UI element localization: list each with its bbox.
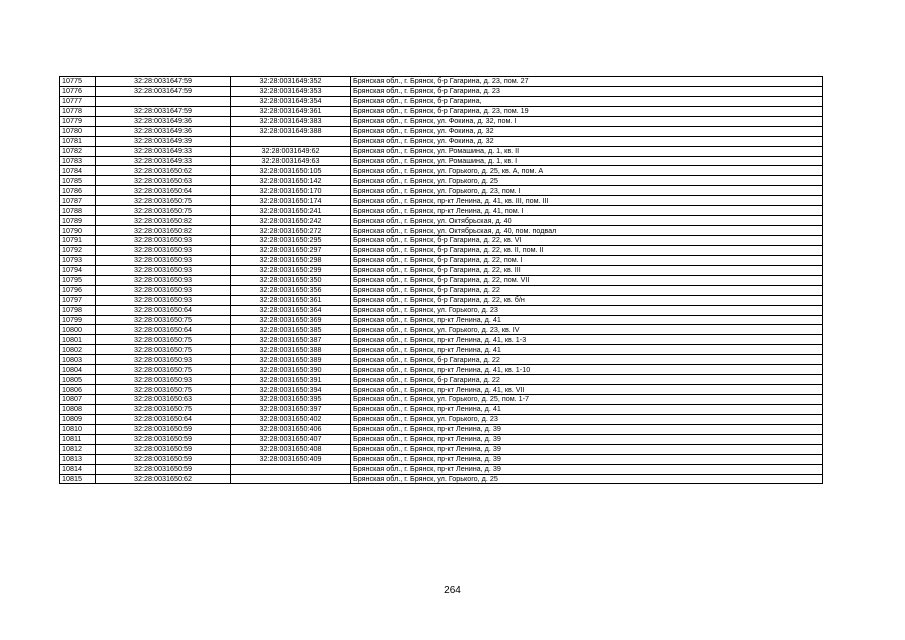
address-cell: Брянская обл., г. Брянск, пр-кт Ленина, д. 39 xyxy=(351,444,823,454)
object-cadastral-number-cell: 32:28:0031650:142 xyxy=(231,176,351,186)
address-cell: Брянская обл., г. Брянск, пр-кт Ленина, д. 41 xyxy=(351,315,823,325)
row-number-cell: 10778 xyxy=(60,106,96,116)
object-cadastral-number-cell: 32:28:0031650:385 xyxy=(231,325,351,335)
address-cell: Брянская обл., г. Брянск, ул. Горького, д. 23, кв. IV xyxy=(351,325,823,335)
table-row xyxy=(60,345,823,355)
row-number-cell: 10777 xyxy=(60,96,96,106)
table-row xyxy=(60,355,823,365)
table-row xyxy=(60,136,823,146)
land-cadastral-number-cell: 32:28:0031650:59 xyxy=(96,434,231,444)
table-row xyxy=(60,226,823,236)
row-number-cell: 10814 xyxy=(60,464,96,474)
address-cell: Брянская обл., г. Брянск, пр-кт Ленина, д. 41, кв. VII xyxy=(351,385,823,395)
object-cadastral-number-cell xyxy=(231,464,351,474)
land-cadastral-number-cell: 32:28:0031650:93 xyxy=(96,245,231,255)
table-row xyxy=(60,146,823,156)
row-number-cell: 10795 xyxy=(60,275,96,285)
land-cadastral-number-cell: 32:28:0031650:93 xyxy=(96,375,231,385)
address-cell: Брянская обл., г. Брянск, пр-кт Ленина, д. 41, пом. I xyxy=(351,206,823,216)
row-number-cell: 10800 xyxy=(60,325,96,335)
table-row xyxy=(60,255,823,265)
row-number-cell: 10812 xyxy=(60,444,96,454)
land-cadastral-number-cell: 32:28:0031650:64 xyxy=(96,186,231,196)
address-cell: Брянская обл., г. Брянск, пр-кт Ленина, д. 41 xyxy=(351,345,823,355)
row-number-cell: 10786 xyxy=(60,186,96,196)
table-row xyxy=(60,166,823,176)
object-cadastral-number-cell: 32:28:0031650:409 xyxy=(231,454,351,464)
row-number-cell: 10794 xyxy=(60,265,96,275)
object-cadastral-number-cell: 32:28:0031650:170 xyxy=(231,186,351,196)
row-number-cell: 10785 xyxy=(60,176,96,186)
table-row xyxy=(60,474,823,484)
table-row xyxy=(60,295,823,305)
land-cadastral-number-cell: 32:28:0031647:59 xyxy=(96,86,231,96)
object-cadastral-number-cell: 32:28:0031650:299 xyxy=(231,265,351,275)
land-cadastral-number-cell: 32:28:0031650:93 xyxy=(96,265,231,275)
address-cell: Брянская обл., г. Брянск, пр-кт Ленина, д. 41 xyxy=(351,404,823,414)
row-number-cell: 10807 xyxy=(60,395,96,405)
address-cell: Брянская обл., г. Брянск, пр-кт Ленина, д. 39 xyxy=(351,464,823,474)
land-cadastral-number-cell: 32:28:0031650:82 xyxy=(96,216,231,226)
row-number-cell: 10780 xyxy=(60,126,96,136)
address-cell: Брянская обл., г. Брянск, ул. Ромашина, д. 1, кв. II xyxy=(351,146,823,156)
object-cadastral-number-cell: 32:28:0031649:388 xyxy=(231,126,351,136)
object-cadastral-number-cell: 32:28:0031650:389 xyxy=(231,355,351,365)
table-row xyxy=(60,196,823,206)
address-cell: Брянская обл., г. Брянск, ул. Ромашина, д. 1, кв. I xyxy=(351,156,823,166)
table-row xyxy=(60,265,823,275)
row-number-cell: 10789 xyxy=(60,216,96,226)
row-number-cell: 10805 xyxy=(60,375,96,385)
object-cadastral-number-cell: 32:28:0031650:361 xyxy=(231,295,351,305)
page-number: 264 xyxy=(444,585,461,596)
address-cell: Брянская обл., г. Брянск, б-р Гагарина, д. 22, кв. VI xyxy=(351,236,823,246)
land-cadastral-number-cell: 32:28:0031650:64 xyxy=(96,414,231,424)
object-cadastral-number-cell: 32:28:0031650:394 xyxy=(231,385,351,395)
address-cell: Брянская обл., г. Брянск, б-р Гагарина, д. 22 xyxy=(351,285,823,295)
table-row xyxy=(60,414,823,424)
row-number-cell: 10782 xyxy=(60,146,96,156)
land-cadastral-number-cell: 32:28:0031650:75 xyxy=(96,404,231,414)
address-cell: Брянская обл., г. Брянск, ул. Горького, д. 25, пом. 1-7 xyxy=(351,395,823,405)
table-row xyxy=(60,176,823,186)
address-cell: Брянская обл., г. Брянск, б-р Гагарина, д. 22 xyxy=(351,355,823,365)
object-cadastral-number-cell: 32:28:0031650:369 xyxy=(231,315,351,325)
object-cadastral-number-cell: 32:28:0031649:352 xyxy=(231,77,351,87)
address-cell: Брянская обл., г. Брянск, б-р Гагарина, д. 22, кв. II, пом. II xyxy=(351,245,823,255)
land-cadastral-number-cell: 32:28:0031649:36 xyxy=(96,126,231,136)
land-cadastral-number-cell: 32:28:0031647:59 xyxy=(96,77,231,87)
address-cell: Брянская обл., г. Брянск, ул. Горького, д. 25 xyxy=(351,474,823,484)
address-cell: Брянская обл., г. Брянск, б-р Гагарина, д. 23, пом. 19 xyxy=(351,106,823,116)
land-cadastral-number-cell: 32:28:0031650:93 xyxy=(96,355,231,365)
table-row xyxy=(60,186,823,196)
row-number-cell: 10793 xyxy=(60,255,96,265)
table-row xyxy=(60,86,823,96)
row-number-cell: 10813 xyxy=(60,454,96,464)
address-cell: Брянская обл., г. Брянск, ул. Фокина, д. 32, пом. I xyxy=(351,116,823,126)
land-cadastral-number-cell: 32:28:0031649:33 xyxy=(96,156,231,166)
table-row xyxy=(60,245,823,255)
object-cadastral-number-cell: 32:28:0031650:356 xyxy=(231,285,351,295)
object-cadastral-number-cell: 32:28:0031650:391 xyxy=(231,375,351,385)
row-number-cell: 10804 xyxy=(60,365,96,375)
registry-table-body xyxy=(60,77,823,484)
object-cadastral-number-cell xyxy=(231,474,351,484)
object-cadastral-number-cell: 32:28:0031650:364 xyxy=(231,305,351,315)
land-cadastral-number-cell: 32:28:0031650:75 xyxy=(96,365,231,375)
object-cadastral-number-cell xyxy=(231,136,351,146)
land-cadastral-number-cell: 32:28:0031650:75 xyxy=(96,315,231,325)
land-cadastral-number-cell: 32:28:0031650:59 xyxy=(96,454,231,464)
object-cadastral-number-cell: 32:28:0031650:298 xyxy=(231,255,351,265)
row-number-cell: 10775 xyxy=(60,77,96,87)
address-cell: Брянская обл., г. Брянск, б-р Гагарина, д. 22, пом. VII xyxy=(351,275,823,285)
table-row xyxy=(60,325,823,335)
table-row xyxy=(60,375,823,385)
address-cell: Брянская обл., г. Брянск, б-р Гагарина, д. 22, кв. III xyxy=(351,265,823,275)
row-number-cell: 10801 xyxy=(60,335,96,345)
object-cadastral-number-cell: 32:28:0031650:174 xyxy=(231,196,351,206)
land-cadastral-number-cell: 32:28:0031650:93 xyxy=(96,285,231,295)
address-cell: Брянская обл., г. Брянск, ул. Октябрьская, д. 40 xyxy=(351,216,823,226)
address-cell: Брянская обл., г. Брянск, пр-кт Ленина, д. 39 xyxy=(351,434,823,444)
object-cadastral-number-cell: 32:28:0031650:272 xyxy=(231,226,351,236)
land-cadastral-number-cell: 32:28:0031650:64 xyxy=(96,305,231,315)
address-cell: Брянская обл., г. Брянск, пр-кт Ленина, д. 39 xyxy=(351,454,823,464)
row-number-cell: 10779 xyxy=(60,116,96,126)
land-cadastral-number-cell: 32:28:0031650:63 xyxy=(96,176,231,186)
address-cell: Брянская обл., г. Брянск, пр-кт Ленина, д. 41, кв. 1-3 xyxy=(351,335,823,345)
object-cadastral-number-cell: 32:28:0031650:242 xyxy=(231,216,351,226)
land-cadastral-number-cell: 32:28:0031650:59 xyxy=(96,464,231,474)
row-number-cell: 10799 xyxy=(60,315,96,325)
address-cell: Брянская обл., г. Брянск, б-р Гагарина, д. 23, пом. 27 xyxy=(351,77,823,87)
row-number-cell: 10792 xyxy=(60,245,96,255)
land-cadastral-number-cell: 32:28:0031650:75 xyxy=(96,335,231,345)
land-cadastral-number-cell: 32:28:0031650:93 xyxy=(96,255,231,265)
address-cell: Брянская обл., г. Брянск, ул. Октябрьская, д. 40, пом. подвал xyxy=(351,226,823,236)
row-number-cell: 10809 xyxy=(60,414,96,424)
row-number-cell: 10790 xyxy=(60,226,96,236)
object-cadastral-number-cell: 32:28:0031650:297 xyxy=(231,245,351,255)
table-row xyxy=(60,96,823,106)
row-number-cell: 10797 xyxy=(60,295,96,305)
object-cadastral-number-cell: 32:28:0031649:62 xyxy=(231,146,351,156)
table-row xyxy=(60,236,823,246)
object-cadastral-number-cell: 32:28:0031650:241 xyxy=(231,206,351,216)
address-cell: Брянская обл., г. Брянск, ул. Горького, д. 25 xyxy=(351,176,823,186)
address-cell: Брянская обл., г. Брянск, б-р Гагарина, д. 22, пом. I xyxy=(351,255,823,265)
object-cadastral-number-cell: 32:28:0031650:390 xyxy=(231,365,351,375)
object-cadastral-number-cell: 32:28:0031650:395 xyxy=(231,395,351,405)
object-cadastral-number-cell: 32:28:0031650:350 xyxy=(231,275,351,285)
table-row xyxy=(60,315,823,325)
row-number-cell: 10811 xyxy=(60,434,96,444)
table-row xyxy=(60,424,823,434)
land-cadastral-number-cell: 32:28:0031650:93 xyxy=(96,236,231,246)
address-cell: Брянская обл., г. Брянск, б-р Гагарина, д. 22, кв. б/н xyxy=(351,295,823,305)
table-row xyxy=(60,305,823,315)
object-cadastral-number-cell: 32:28:0031650:406 xyxy=(231,424,351,434)
land-cadastral-number-cell: 32:28:0031650:63 xyxy=(96,395,231,405)
object-cadastral-number-cell: 32:28:0031650:387 xyxy=(231,335,351,345)
row-number-cell: 10781 xyxy=(60,136,96,146)
registry-table xyxy=(59,76,823,484)
address-cell: Брянская обл., г. Брянск, ул. Горького, д. 25, кв. А, пом. А xyxy=(351,166,823,176)
table-row xyxy=(60,206,823,216)
address-cell: Брянская обл., г. Брянск, пр-кт Ленина, д. 41, кв. III, пом. III xyxy=(351,196,823,206)
object-cadastral-number-cell: 32:28:0031650:295 xyxy=(231,236,351,246)
land-cadastral-number-cell: 32:28:0031647:59 xyxy=(96,106,231,116)
address-cell: Брянская обл., г. Брянск, ул. Фокина, д. 32 xyxy=(351,136,823,146)
table-row xyxy=(60,395,823,405)
object-cadastral-number-cell: 32:28:0031649:354 xyxy=(231,96,351,106)
land-cadastral-number-cell: 32:28:0031650:75 xyxy=(96,345,231,355)
row-number-cell: 10787 xyxy=(60,196,96,206)
table-row xyxy=(60,434,823,444)
address-cell: Брянская обл., г. Брянск, пр-кт Ленина, д. 41, кв. 1-10 xyxy=(351,365,823,375)
land-cadastral-number-cell xyxy=(96,96,231,106)
land-cadastral-number-cell: 32:28:0031649:39 xyxy=(96,136,231,146)
table-row xyxy=(60,216,823,226)
table-row xyxy=(60,285,823,295)
table-row xyxy=(60,77,823,87)
row-number-cell: 10783 xyxy=(60,156,96,166)
land-cadastral-number-cell: 32:28:0031650:64 xyxy=(96,325,231,335)
table-row xyxy=(60,454,823,464)
object-cadastral-number-cell: 32:28:0031649:63 xyxy=(231,156,351,166)
object-cadastral-number-cell: 32:28:0031650:388 xyxy=(231,345,351,355)
object-cadastral-number-cell: 32:28:0031650:397 xyxy=(231,404,351,414)
table-row xyxy=(60,464,823,474)
row-number-cell: 10810 xyxy=(60,424,96,434)
table-row xyxy=(60,106,823,116)
table-row xyxy=(60,335,823,345)
land-cadastral-number-cell: 32:28:0031650:75 xyxy=(96,196,231,206)
table-row xyxy=(60,156,823,166)
row-number-cell: 10808 xyxy=(60,404,96,414)
object-cadastral-number-cell: 32:28:0031650:402 xyxy=(231,414,351,424)
object-cadastral-number-cell: 32:28:0031650:407 xyxy=(231,434,351,444)
address-cell: Брянская обл., г. Брянск, б-р Гагарина, xyxy=(351,96,823,106)
table-row xyxy=(60,404,823,414)
land-cadastral-number-cell: 32:28:0031650:59 xyxy=(96,444,231,454)
address-cell: Брянская обл., г. Брянск, ул. Горького, д. 23 xyxy=(351,305,823,315)
object-cadastral-number-cell: 32:28:0031649:353 xyxy=(231,86,351,96)
object-cadastral-number-cell: 32:28:0031650:105 xyxy=(231,166,351,176)
row-number-cell: 10776 xyxy=(60,86,96,96)
address-cell: Брянская обл., г. Брянск, ул. Фокина, д. 32 xyxy=(351,126,823,136)
land-cadastral-number-cell: 32:28:0031650:62 xyxy=(96,474,231,484)
row-number-cell: 10802 xyxy=(60,345,96,355)
land-cadastral-number-cell: 32:28:0031650:59 xyxy=(96,424,231,434)
table-row xyxy=(60,116,823,126)
land-cadastral-number-cell: 32:28:0031650:75 xyxy=(96,385,231,395)
row-number-cell: 10788 xyxy=(60,206,96,216)
object-cadastral-number-cell: 32:28:0031649:383 xyxy=(231,116,351,126)
table-row xyxy=(60,385,823,395)
row-number-cell: 10784 xyxy=(60,166,96,176)
row-number-cell: 10803 xyxy=(60,355,96,365)
address-cell: Брянская обл., г. Брянск, ул. Горького, д. 23 xyxy=(351,414,823,424)
object-cadastral-number-cell: 32:28:0031650:408 xyxy=(231,444,351,454)
land-cadastral-number-cell: 32:28:0031650:93 xyxy=(96,295,231,305)
table-row xyxy=(60,444,823,454)
row-number-cell: 10796 xyxy=(60,285,96,295)
table-row xyxy=(60,365,823,375)
row-number-cell: 10791 xyxy=(60,236,96,246)
table-row xyxy=(60,126,823,136)
land-cadastral-number-cell: 32:28:0031650:93 xyxy=(96,275,231,285)
land-cadastral-number-cell: 32:28:0031650:62 xyxy=(96,166,231,176)
table-row xyxy=(60,275,823,285)
address-cell: Брянская обл., г. Брянск, б-р Гагарина, д. 23 xyxy=(351,86,823,96)
address-cell: Брянская обл., г. Брянск, б-р Гагарина, д. 22 xyxy=(351,375,823,385)
address-cell: Брянская обл., г. Брянск, ул. Горького, д. 23, пом. I xyxy=(351,186,823,196)
row-number-cell: 10815 xyxy=(60,474,96,484)
land-cadastral-number-cell: 32:28:0031649:36 xyxy=(96,116,231,126)
land-cadastral-number-cell: 32:28:0031649:33 xyxy=(96,146,231,156)
address-cell: Брянская обл., г. Брянск, пр-кт Ленина, д. 39 xyxy=(351,424,823,434)
land-cadastral-number-cell: 32:28:0031650:82 xyxy=(96,226,231,236)
row-number-cell: 10806 xyxy=(60,385,96,395)
land-cadastral-number-cell: 32:28:0031650:75 xyxy=(96,206,231,216)
row-number-cell: 10798 xyxy=(60,305,96,315)
object-cadastral-number-cell: 32:28:0031649:361 xyxy=(231,106,351,116)
